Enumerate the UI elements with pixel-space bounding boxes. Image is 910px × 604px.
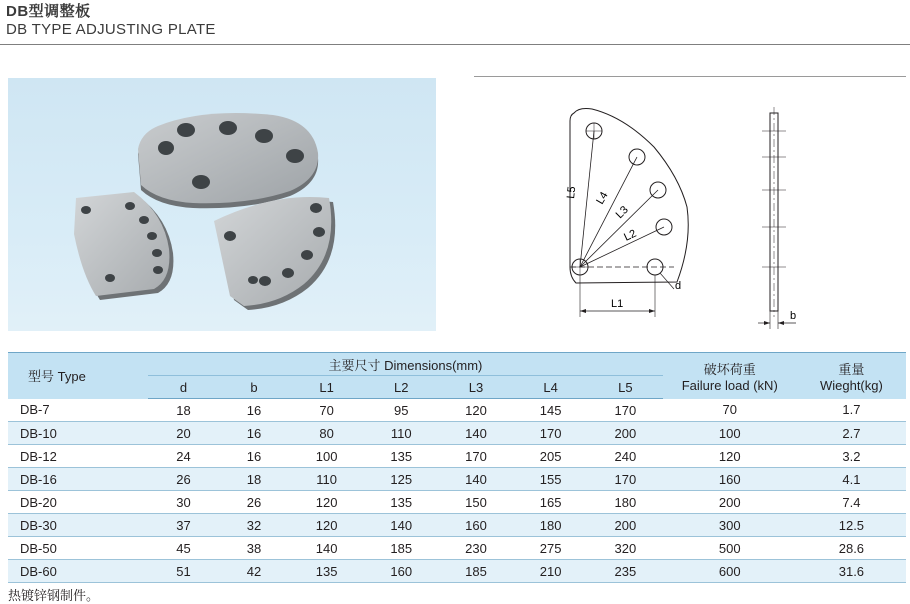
header-b: b <box>219 376 290 399</box>
cell-l5: 240 <box>614 448 637 464</box>
cell-type: DB-12 <box>20 448 57 464</box>
cell-l2: 185 <box>390 540 413 556</box>
cell-load: 200 <box>718 494 741 510</box>
cell-l3: 140 <box>439 468 514 491</box>
header-l4: L4 <box>513 376 588 399</box>
cell-l2: 125 <box>364 468 439 491</box>
cell-b: 26 <box>246 494 262 510</box>
label-b: b <box>790 310 797 322</box>
cell-l5: 320 <box>614 540 637 556</box>
cell-load: 70 <box>722 402 737 418</box>
page-title-cn: DB型调整板 <box>6 3 91 20</box>
table-row <box>8 399 906 422</box>
label-l4: L4 <box>594 189 611 207</box>
cell-l3: 160 <box>439 514 514 537</box>
cell-l2: 140 <box>364 514 439 537</box>
header-d: d <box>148 376 219 399</box>
product-photo <box>8 78 436 331</box>
header-weight-cn: 重量 <box>838 361 865 377</box>
cell-d: 20 <box>148 422 219 445</box>
label-l5: L5 <box>565 185 579 200</box>
cell-l3: 170 <box>465 448 487 464</box>
cell-d: 26 <box>148 468 219 491</box>
cell-d: 51 <box>148 560 219 583</box>
cell-type: DB-60 <box>8 560 148 583</box>
cell-l5: 170 <box>614 402 637 418</box>
header-weight <box>797 353 906 399</box>
plate-right <box>214 197 335 310</box>
cell-b: 18 <box>219 468 290 491</box>
cell-weight: 4.1 <box>797 468 906 491</box>
cell-d: 45 <box>176 540 191 556</box>
cell-l4: 155 <box>513 468 588 491</box>
cell-l4: 180 <box>513 514 588 537</box>
page-title-en: DB TYPE ADJUSTING PLATE <box>6 21 216 38</box>
header-l5: L5 <box>588 376 663 399</box>
cell-b: 16 <box>219 422 290 445</box>
cell-l1: 120 <box>315 494 338 510</box>
plate-left <box>74 192 173 300</box>
label-l2: L2 <box>622 227 639 244</box>
plate-large <box>138 113 318 208</box>
cell-l1: 120 <box>289 514 364 537</box>
cell-l4: 145 <box>539 402 562 418</box>
cell-l1: 70 <box>319 402 334 418</box>
cell-l4: 275 <box>539 540 562 556</box>
header-failure-en: Failure load (kN) <box>681 377 778 393</box>
cell-d: 24 <box>176 448 191 464</box>
cell-type: DB-10 <box>8 422 148 445</box>
cell-l3: 120 <box>465 402 487 418</box>
cell-load: 300 <box>663 514 797 537</box>
cell-l5: 170 <box>588 468 663 491</box>
cell-type: DB-16 <box>8 468 148 491</box>
label-d: d <box>675 280 682 292</box>
cell-weight: 1.7 <box>842 402 861 418</box>
table-row <box>8 422 906 445</box>
cell-l1: 80 <box>289 422 364 445</box>
cell-load: 120 <box>718 448 741 464</box>
table-row <box>8 537 906 560</box>
cell-d: 37 <box>148 514 219 537</box>
label-l3: L3 <box>613 203 631 222</box>
cell-weight: 2.7 <box>797 422 906 445</box>
cell-l1: 110 <box>289 468 364 491</box>
cell-type: DB-20 <box>20 494 57 510</box>
cell-d: 30 <box>176 494 191 510</box>
cell-weight: 28.6 <box>838 540 865 556</box>
cell-weight: 3.2 <box>842 448 861 464</box>
spec-table <box>8 352 906 583</box>
cell-l3: 150 <box>465 494 487 510</box>
cell-type: DB-30 <box>8 514 148 537</box>
cell-b: 32 <box>219 514 290 537</box>
cell-l2: 135 <box>390 448 413 464</box>
cell-type: DB-7 <box>20 402 50 418</box>
table-row <box>8 514 906 537</box>
cell-load: 600 <box>663 560 797 583</box>
cell-l5: 180 <box>614 494 637 510</box>
table-row <box>8 468 906 491</box>
cell-l4: 205 <box>539 448 562 464</box>
cell-l1: 135 <box>289 560 364 583</box>
cell-l2: 135 <box>390 494 413 510</box>
header-dimensions: 主要尺寸 Dimensions(mm) <box>148 353 662 376</box>
title-divider <box>0 44 910 45</box>
footnote: 热镀锌钢制件。 <box>8 588 100 603</box>
cell-l4: 165 <box>539 494 562 510</box>
cell-load: 500 <box>718 540 741 556</box>
header-weight-en: Wieght(kg) <box>819 377 883 393</box>
header-l1: L1 <box>289 376 364 399</box>
cell-l3: 230 <box>465 540 487 556</box>
cell-load: 160 <box>663 468 797 491</box>
cell-l4: 170 <box>513 422 588 445</box>
header-failure-load <box>663 353 797 399</box>
cell-l1: 100 <box>315 448 338 464</box>
table-row <box>8 445 906 468</box>
table-row <box>8 491 906 514</box>
cell-type: DB-50 <box>20 540 57 556</box>
cell-l3: 185 <box>439 560 514 583</box>
cell-load: 100 <box>663 422 797 445</box>
header-l2: L2 <box>364 376 439 399</box>
cell-weight: 31.6 <box>797 560 906 583</box>
cell-weight: 7.4 <box>842 494 861 510</box>
cell-l3: 140 <box>439 422 514 445</box>
cell-d: 18 <box>176 402 191 418</box>
cell-l2: 160 <box>364 560 439 583</box>
cell-weight: 12.5 <box>797 514 906 537</box>
cell-b: 16 <box>246 448 262 464</box>
cell-b: 42 <box>219 560 290 583</box>
label-l1: L1 <box>611 298 624 310</box>
cell-b: 16 <box>246 402 262 418</box>
header-type: 型号 Type <box>8 353 148 399</box>
cell-l2: 95 <box>394 402 409 418</box>
cell-l4: 210 <box>513 560 588 583</box>
cell-l5: 200 <box>588 514 663 537</box>
cell-l1: 140 <box>315 540 338 556</box>
cell-b: 38 <box>246 540 262 556</box>
cell-l2: 110 <box>364 422 439 445</box>
cell-l5: 235 <box>588 560 663 583</box>
header-l3: L3 <box>439 376 514 399</box>
table-row <box>8 560 906 583</box>
cell-l5: 200 <box>588 422 663 445</box>
header-failure-cn: 破坏荷重 <box>703 361 756 377</box>
technical-drawing <box>474 76 906 335</box>
